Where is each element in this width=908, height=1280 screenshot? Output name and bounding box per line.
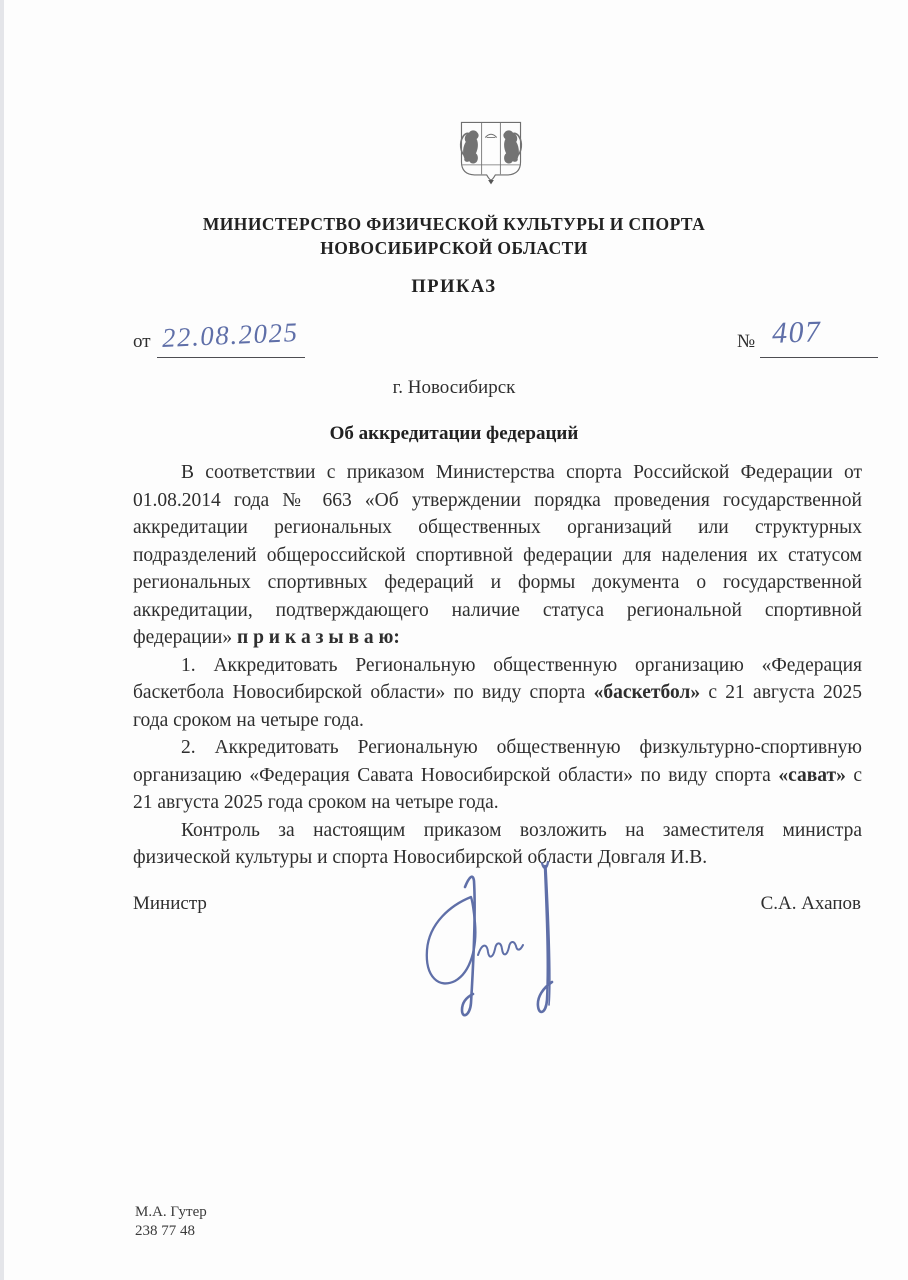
document-type-title: ПРИКАЗ — [411, 277, 497, 297]
paragraph-item-2 — [133, 734, 862, 817]
date-underline — [157, 357, 305, 358]
signer-name: С.А. Ахапов — [760, 893, 861, 914]
order-body — [133, 459, 862, 872]
date-label: от — [133, 331, 151, 352]
ministry-name-line2: НОВОСИБИРСКОЙ ОБЛАСТИ — [320, 238, 588, 258]
paragraph-item-1 — [133, 652, 862, 735]
number-label: № — [737, 331, 756, 352]
novosibirsk-oblast-coat-of-arms-icon — [455, 117, 527, 189]
preamble-text: В соответствии с приказом Министерства спорта Российской Федерации от 01.08.2014 года № 663 «Об утверждении порядка проведения государственной аккредитации региональных общественных организаций или структурных подразделений общероссийской спортивной федерации для наделения их статусом региональных спортивных федераций и формы документа о государственной аккредитации, подтверждающего наличие статуса региональной спортивной федерации» — [133, 462, 862, 648]
sable-left — [463, 130, 479, 163]
item2-text: 2. Аккредитовать Региональную общественную физкультурно-спортивную организацию «Федерация Савата Новосибирской области» по виду спорта — [133, 737, 862, 786]
item2-sport-savate: «сават» — [778, 764, 846, 786]
item1-text: 1. Аккредитовать Региональную общественную организацию «Федерация баскетбола Новосибирской области» по виду спорта — [133, 654, 862, 703]
executor-name: М.А. Гутер — [135, 1204, 207, 1220]
date-number-row — [0, 315, 908, 366]
date-value-handwritten: 22.08.2025 — [161, 317, 300, 353]
item2-text-end: с 21 августа 2025 года сроком на четыре года. — [133, 764, 862, 813]
number-underline — [760, 357, 878, 358]
ministry-name — [0, 212, 908, 260]
subject-title: Об аккредитации федераций — [329, 423, 579, 444]
page-edge-shadow — [0, 0, 4, 1280]
ministry-name-line1: МИНИСТЕРСТВО ФИЗИЧЕСКОЙ КУЛЬТУРЫ И СПОРТА — [202, 214, 706, 234]
executor-phone: 238 77 48 — [135, 1223, 195, 1239]
prikazyvayu-keyword: п р и к а з ы в а ю: — [236, 627, 400, 648]
paragraph-preamble — [133, 459, 862, 652]
minister-position-title: Министр — [133, 893, 207, 914]
number-value-handwritten: 407 — [771, 315, 823, 350]
item1-text-end: с 21 августа 2025 года сроком на четыре года. — [133, 682, 862, 731]
item1-sport-basketball: «баскетбол» — [593, 682, 701, 703]
sable-right — [503, 130, 519, 163]
minister-signature-icon — [403, 855, 565, 1033]
city-line: г. Новосибирск — [392, 377, 516, 398]
executor-block — [135, 1203, 207, 1241]
paragraph-control: Контроль за настоящим приказом возложить на заместителя министра физической культуры и спорта Новосибирской области Довгаля И.В. — [133, 819, 862, 868]
